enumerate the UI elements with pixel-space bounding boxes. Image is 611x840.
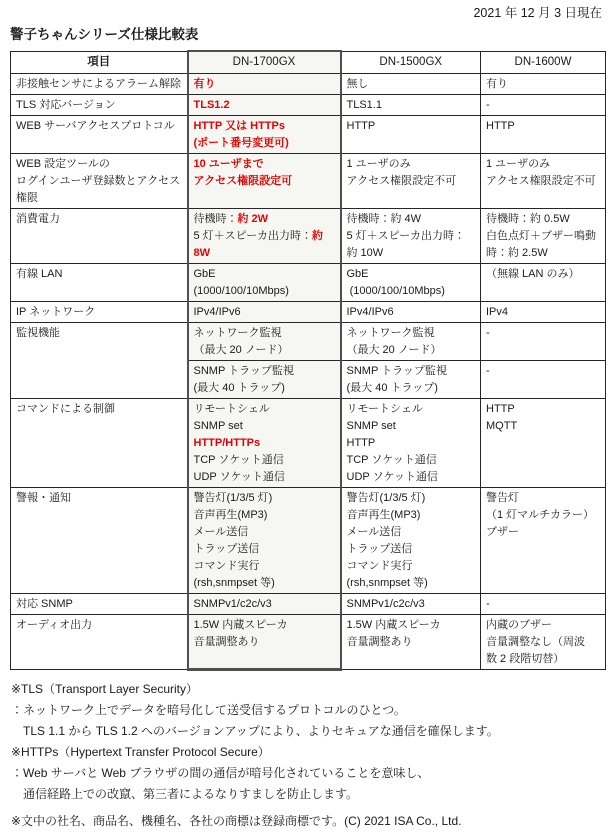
cell-text: 警告灯 <box>486 492 519 504</box>
row-label <box>11 264 188 302</box>
spec-cell-dn-1500gx <box>341 399 481 488</box>
cell-text: 1 ユーザのみ <box>486 158 551 170</box>
cell-line <box>16 266 182 283</box>
table-row <box>11 264 606 302</box>
cell-line <box>347 541 476 558</box>
cell-line <box>194 266 335 283</box>
cell-line <box>16 76 182 93</box>
cell-line <box>486 211 600 228</box>
col-header-item: 項目 <box>11 51 188 74</box>
cell-line <box>347 507 476 524</box>
table-row <box>11 615 606 670</box>
cell-text: TCP ソケット通信 <box>193 454 284 466</box>
cell-line <box>347 156 476 173</box>
cell-line <box>194 596 335 613</box>
cell-text: HTTP <box>346 120 376 132</box>
table-row <box>11 594 606 615</box>
cell-text: コマンドによる制御 <box>16 403 115 415</box>
cell-line <box>347 490 476 507</box>
spec-cell-dn-1500gx <box>341 302 481 323</box>
table-row <box>11 302 606 323</box>
cell-line <box>194 541 335 558</box>
cell-line <box>194 418 335 435</box>
col-header-dn-1700gx: DN-1700GX <box>188 51 341 74</box>
spec-cell-dn-1700gx <box>188 361 341 399</box>
cell-text: 音声再生(MP3) <box>346 509 421 521</box>
cell-text-highlighted: HTTP 又は HTTPs <box>193 120 285 132</box>
cell-line <box>16 211 182 228</box>
cell-text-highlighted: 10 ユーザまで <box>193 158 264 170</box>
cell-text: 無し <box>346 78 369 90</box>
spec-cell-dn-1500gx <box>341 209 481 264</box>
cell-text: (最大 40 トラップ) <box>193 382 285 394</box>
cell-line <box>194 173 335 190</box>
cell-text: UDP ソケット通信 <box>193 471 285 483</box>
footnote-line: ：Web サーバと Web ブラウザの間の通信が暗号化されていることを意味し、 <box>11 766 430 780</box>
spec-cell-dn-1500gx <box>341 488 481 594</box>
cell-text: TLS1.1 <box>346 99 382 111</box>
table-row <box>11 154 606 209</box>
spec-cell-dn-1600w <box>481 594 606 615</box>
cell-text: SNMPv1/c2c/v3 <box>193 598 272 610</box>
cell-text: 有線 LAN <box>16 268 63 280</box>
spec-table-body <box>11 74 606 670</box>
cell-line <box>194 228 335 262</box>
page-title: 警子ちゃんシリーズ仕様比較表 <box>10 27 199 42</box>
table-row <box>11 399 606 488</box>
cell-text: メール送信 <box>193 526 249 538</box>
cell-line <box>194 304 335 321</box>
cell-text: アクセス権限設定不可 <box>486 175 596 187</box>
spec-cell-dn-1500gx <box>341 154 481 209</box>
spec-comparison-table <box>10 50 606 671</box>
cell-text: SNMP トラップ監視 <box>193 365 294 377</box>
row-label <box>11 488 188 594</box>
cell-text: 1 ユーザのみ <box>346 158 411 170</box>
row-label <box>11 323 188 399</box>
cell-line <box>347 97 476 114</box>
row-label <box>11 154 188 209</box>
spec-cell-dn-1700gx <box>188 488 341 594</box>
spec-cell-dn-1700gx <box>188 399 341 488</box>
cell-text: ネットワーク監視 <box>193 327 282 339</box>
footnote-line: TLS 1.1 から TLS 1.2 へのバージョンアップにより、よりセキュアな通信を確保します。 <box>11 724 499 738</box>
row-label <box>11 302 188 323</box>
cell-line <box>347 342 476 359</box>
cell-line <box>347 575 476 592</box>
cell-text: 警報・通知 <box>16 492 71 504</box>
table-row <box>11 323 606 361</box>
cell-line <box>194 490 335 507</box>
cell-line <box>347 325 476 342</box>
spec-cell-dn-1700gx <box>188 264 341 302</box>
table-row <box>11 209 606 264</box>
cell-text: SNMPv1/c2c/v3 <box>346 598 425 610</box>
cell-line <box>194 452 335 469</box>
cell-text: コマンド実行 <box>193 560 260 572</box>
spec-cell-dn-1700gx <box>188 615 341 670</box>
cell-text: 5 灯＋スピーカ出力時： <box>193 230 313 242</box>
cell-text: (rsh,snmpset 等) <box>193 577 275 589</box>
cell-line <box>486 617 600 634</box>
cell-text: 対応 SNMP <box>16 598 73 610</box>
spec-cell-dn-1600w <box>481 399 606 488</box>
cell-line <box>347 173 476 190</box>
spec-cell-dn-1600w <box>481 74 606 95</box>
cell-line <box>486 228 600 245</box>
row-label <box>11 615 188 670</box>
footnotes <box>11 679 499 805</box>
cell-line <box>194 211 335 228</box>
cell-line <box>194 617 335 634</box>
cell-text: TCP ソケット通信 <box>346 454 437 466</box>
footnote-line: ※TLS（Transport Layer Security） <box>11 682 199 696</box>
cell-text-highlighted: 約 8W <box>193 230 327 259</box>
cell-line <box>486 418 600 435</box>
row-label <box>11 399 188 488</box>
cell-text: 音声再生(MP3) <box>193 509 268 521</box>
cell-text-highlighted: HTTP/HTTPs <box>193 437 261 449</box>
cell-line <box>194 469 335 486</box>
cell-line <box>486 76 600 93</box>
cell-text: 音量調整なし（周波 <box>486 636 585 648</box>
cell-line <box>194 575 335 592</box>
row-label <box>11 209 188 264</box>
cell-text: ログインユーザ登録数とアクセス権限 <box>16 175 181 204</box>
table-row <box>11 116 606 154</box>
cell-line <box>347 524 476 541</box>
spec-cell-dn-1700gx <box>188 74 341 95</box>
cell-text: 数 2 段階切替） <box>486 653 565 665</box>
cell-text: SNMP set <box>193 420 243 432</box>
cell-line <box>486 156 600 173</box>
footnote-line: 通信経路上での改竄、第三者によるなりすましを防止します。 <box>11 787 359 801</box>
cell-line <box>347 634 476 651</box>
cell-line <box>16 325 182 342</box>
cell-text: 待機時： <box>193 213 238 225</box>
cell-line <box>486 524 600 541</box>
cell-text: (rsh,snmpset 等) <box>346 577 428 589</box>
cell-line <box>194 283 335 300</box>
cell-text: - <box>486 598 490 610</box>
cell-line <box>347 469 476 486</box>
cell-text-highlighted: 約 2W <box>237 213 269 225</box>
cell-text: 白色点灯＋ブザー鳴動 <box>486 230 596 242</box>
spec-cell-dn-1600w <box>481 154 606 209</box>
cell-text: 約 10W <box>346 247 384 259</box>
spec-cell-dn-1600w <box>481 615 606 670</box>
cell-text: HTTP <box>346 437 376 449</box>
cell-line <box>347 118 476 135</box>
cell-line <box>486 97 600 114</box>
cell-text: 警告灯(1/3/5 灯) <box>193 492 273 504</box>
cell-line <box>16 156 182 173</box>
cell-text: 内蔵のブザー <box>486 619 552 631</box>
spec-cell-dn-1600w <box>481 264 606 302</box>
cell-text: リモートシェル <box>346 403 423 415</box>
cell-line <box>486 118 600 135</box>
spec-cell-dn-1700gx <box>188 154 341 209</box>
cell-line <box>16 118 182 135</box>
cell-text: (1000/100/10Mbps) <box>193 285 289 297</box>
spec-cell-dn-1600w <box>481 209 606 264</box>
table-row <box>11 74 606 95</box>
cell-text: IPv4/IPv6 <box>346 306 394 318</box>
cell-text: （無線 LAN のみ） <box>486 268 580 280</box>
row-label <box>11 116 188 154</box>
cell-line <box>194 401 335 418</box>
cell-text: 音量調整あり <box>193 636 260 648</box>
cell-line <box>486 401 600 418</box>
spec-cell-dn-1500gx <box>341 615 481 670</box>
cell-text: (最大 40 トラップ) <box>346 382 438 394</box>
cell-text: UDP ソケット通信 <box>346 471 438 483</box>
spec-cell-dn-1500gx <box>341 95 481 116</box>
cell-text: メール送信 <box>346 526 402 538</box>
cell-line <box>347 228 476 245</box>
cell-line <box>486 173 600 190</box>
cell-line <box>486 651 600 668</box>
cell-text: ブザー <box>486 526 519 538</box>
cell-text-highlighted: (ポート番号変更可) <box>193 137 289 149</box>
cell-line <box>194 97 335 114</box>
spec-cell-dn-1700gx <box>188 95 341 116</box>
cell-line <box>347 401 476 418</box>
cell-text: IP ネットワーク <box>16 306 96 318</box>
cell-line <box>347 266 476 283</box>
cell-text: MQTT <box>486 420 518 432</box>
cell-text: IPv4 <box>486 306 509 318</box>
cell-text: 1.5W 内蔵スピーカ <box>346 619 441 631</box>
spec-cell-dn-1700gx <box>188 594 341 615</box>
cell-text: HTTP <box>486 403 515 415</box>
cell-line <box>486 363 600 380</box>
cell-line <box>347 435 476 452</box>
cell-line <box>347 283 476 300</box>
spec-cell-dn-1600w <box>481 302 606 323</box>
cell-text: 待機時：約 0.5W <box>486 213 570 225</box>
cell-line <box>194 363 335 380</box>
table-row <box>11 488 606 594</box>
cell-line <box>16 304 182 321</box>
cell-line <box>16 401 182 418</box>
cell-line <box>194 135 335 152</box>
cell-line <box>194 435 335 452</box>
spec-cell-dn-1600w <box>481 488 606 594</box>
cell-line <box>347 363 476 380</box>
cell-text: ネットワーク監視 <box>346 327 435 339</box>
footnote-line: ：ネットワーク上でデータを暗号化して送受信するプロトコルのひとつ。 <box>11 703 406 717</box>
cell-line <box>486 266 600 283</box>
cell-line <box>486 245 600 262</box>
row-label <box>11 95 188 116</box>
cell-text: - <box>486 327 490 339</box>
cell-text: 音量調整あり <box>346 636 413 648</box>
cell-text-highlighted: アクセス権限設定可 <box>193 175 293 187</box>
cell-line <box>486 325 600 342</box>
cell-line <box>347 617 476 634</box>
cell-line <box>194 507 335 524</box>
cell-line <box>347 211 476 228</box>
table-header-row <box>11 51 606 74</box>
spec-cell-dn-1600w <box>481 361 606 399</box>
cell-text: （最大 20 ノード） <box>193 344 289 356</box>
cell-line <box>194 380 335 397</box>
cell-line <box>194 342 335 359</box>
col-header-dn-1500gx: DN-1500GX <box>341 51 481 74</box>
cell-line <box>194 634 335 651</box>
cell-text: 警告灯(1/3/5 灯) <box>346 492 426 504</box>
cell-text: 5 灯＋スピーカ出力時： <box>346 230 466 242</box>
cell-text: WEB 設定ツールの <box>16 158 110 170</box>
cell-text: （最大 20 ノード） <box>346 344 442 356</box>
cell-line <box>347 380 476 397</box>
cell-line <box>16 617 182 634</box>
cell-line <box>16 173 182 207</box>
cell-text: （1 灯マルチカラー） <box>486 509 594 521</box>
spec-cell-dn-1600w <box>481 116 606 154</box>
cell-line <box>347 558 476 575</box>
cell-text: SNMP トラップ監視 <box>346 365 447 377</box>
cell-text: アクセス権限設定不可 <box>346 175 457 187</box>
cell-text: (1000/100/10Mbps) <box>346 285 445 297</box>
spec-cell-dn-1500gx <box>341 116 481 154</box>
spec-cell-dn-1500gx <box>341 264 481 302</box>
cell-line <box>347 76 476 93</box>
cell-line <box>486 634 600 651</box>
cell-text: SNMP set <box>346 420 396 432</box>
cell-line <box>347 452 476 469</box>
cell-line <box>486 596 600 613</box>
spec-cell-dn-1700gx <box>188 302 341 323</box>
cell-line <box>486 507 600 524</box>
cell-text: 時：約 2.5W <box>486 247 548 259</box>
cell-text: リモートシェル <box>193 403 270 415</box>
row-label <box>11 74 188 95</box>
footnote-line: ※HTTPs（Hypertext Transfer Protocol Secure） <box>11 745 270 759</box>
spec-cell-dn-1600w <box>481 95 606 116</box>
spec-cell-dn-1700gx <box>188 323 341 361</box>
spec-cell-dn-1500gx <box>341 594 481 615</box>
document-date: 2021 年 12 月 3 日現在 <box>473 6 602 20</box>
cell-line <box>347 418 476 435</box>
row-label <box>11 594 188 615</box>
cell-text: トラップ送信 <box>346 543 413 555</box>
table-row <box>11 95 606 116</box>
cell-text: - <box>486 99 490 111</box>
spec-cell-dn-1600w <box>481 323 606 361</box>
spec-cell-dn-1500gx <box>341 361 481 399</box>
spec-cell-dn-1700gx <box>188 209 341 264</box>
cell-text: 有り <box>486 78 508 90</box>
cell-line <box>16 596 182 613</box>
cell-text: GbE <box>193 268 216 280</box>
cell-text: - <box>486 365 490 377</box>
cell-text: 消費電力 <box>16 213 60 225</box>
cell-text: 監視機能 <box>16 327 60 339</box>
trademark-note: ※文中の社名、商品名、機種名、各社の商標は登録商標です。(C) 2021 ISA Co., Ltd. <box>11 814 462 828</box>
cell-line <box>16 490 182 507</box>
cell-text-highlighted: 有り <box>193 78 216 90</box>
cell-text: IPv4/IPv6 <box>193 306 241 318</box>
cell-text: トラップ送信 <box>193 543 260 555</box>
spec-cell-dn-1500gx <box>341 323 481 361</box>
cell-text: HTTP <box>486 120 515 132</box>
spec-cell-dn-1500gx <box>341 74 481 95</box>
cell-text: 1.5W 内蔵スピーカ <box>193 619 288 631</box>
col-header-dn-1600w: DN-1600W <box>481 51 606 74</box>
cell-line <box>194 524 335 541</box>
cell-line <box>194 558 335 575</box>
cell-text: オーディオ出力 <box>16 619 93 631</box>
cell-line <box>16 97 182 114</box>
cell-line <box>194 76 335 93</box>
cell-line <box>486 304 600 321</box>
cell-line <box>347 596 476 613</box>
cell-line <box>194 325 335 342</box>
cell-line <box>194 156 335 173</box>
cell-line <box>347 304 476 321</box>
cell-text: コマンド実行 <box>346 560 413 572</box>
cell-text-highlighted: TLS1.2 <box>193 99 230 111</box>
cell-line <box>347 245 476 262</box>
spec-cell-dn-1700gx <box>188 116 341 154</box>
cell-text: 待機時：約 4W <box>346 213 422 225</box>
cell-text: 非接触センサによるアラーム解除 <box>16 78 181 90</box>
cell-line <box>194 118 335 135</box>
cell-line <box>486 490 600 507</box>
cell-text: GbE <box>346 268 369 280</box>
cell-text: WEB サーバアクセスプロトコル <box>16 120 175 132</box>
cell-text: TLS 対応バージョン <box>16 99 116 111</box>
